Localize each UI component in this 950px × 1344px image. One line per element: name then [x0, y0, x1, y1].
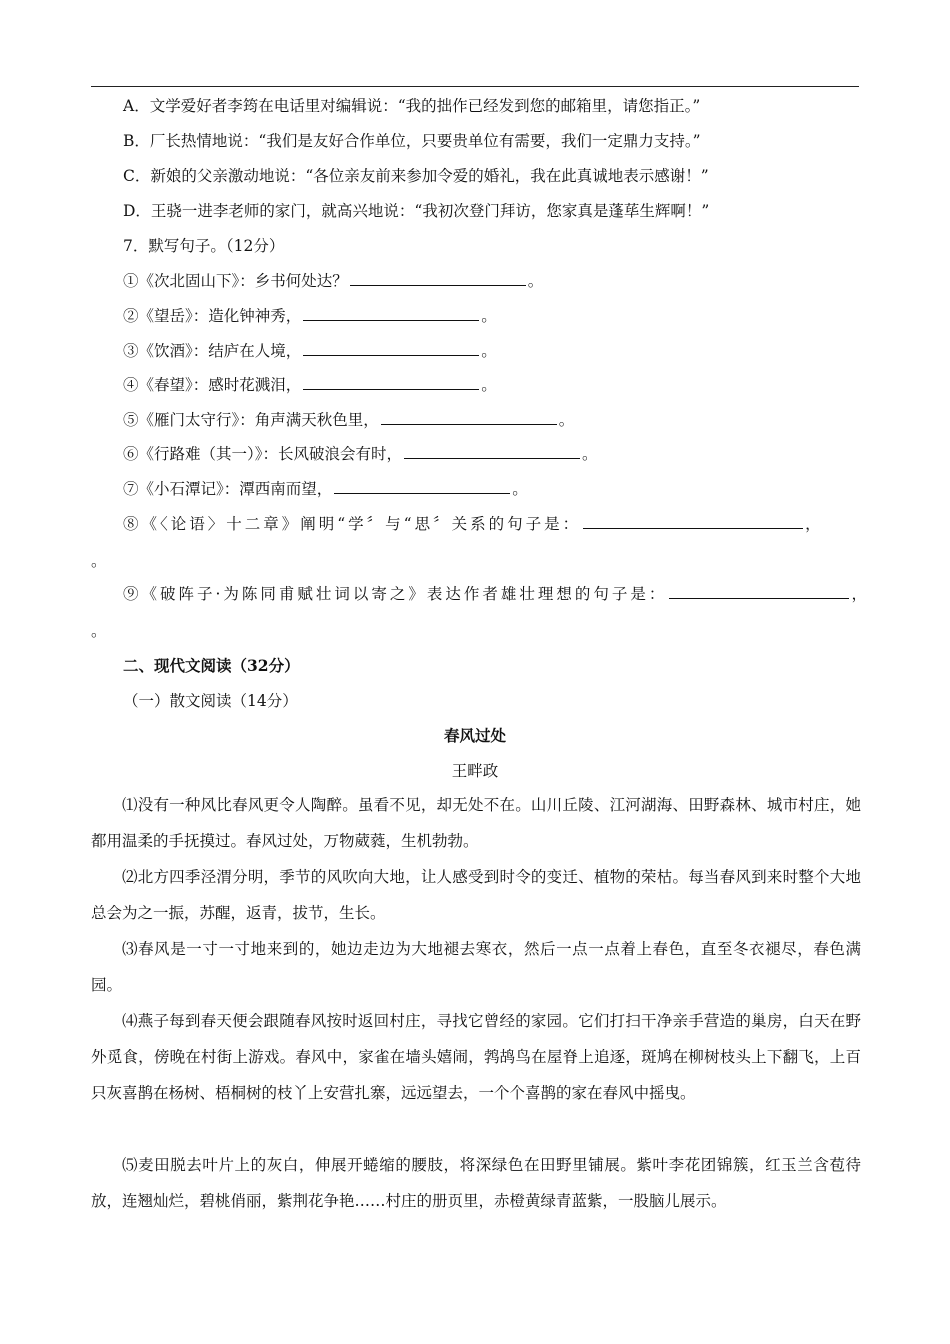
answer-blank[interactable] — [334, 478, 510, 494]
option-b: B．厂长热情地说：“我们是友好合作单位，只要贵单位有需要，我们一定鼎力支持。” — [123, 132, 701, 150]
answer-blank[interactable] — [303, 340, 479, 356]
dictation-item — [123, 374, 497, 396]
dictation-item — [123, 409, 574, 431]
dictation-prompt: ①《次北固山下》：乡书何处达？ — [123, 272, 348, 290]
answer-blank[interactable] — [303, 305, 479, 321]
header-rule — [91, 86, 859, 87]
dictation-prompt: ⑤《雁门太守行》：角声满天秋色里， — [123, 411, 379, 429]
option-a: A．文学爱好者李筠在电话里对编辑说：“我的拙作已经发到您的邮箱里，请您指正。” — [123, 97, 701, 115]
dictation-end: 。 — [558, 411, 575, 429]
dictation-item-9 — [123, 583, 870, 605]
dictation-end: 。 — [582, 445, 598, 463]
answer-blank[interactable] — [583, 513, 803, 529]
answer-blank[interactable] — [350, 270, 526, 286]
dictation-prompt: ⑥《行路难（其一）》：长风破浪会有时， — [123, 445, 403, 463]
answer-blank[interactable] — [381, 409, 557, 425]
dictation-mid: ， — [805, 515, 824, 533]
answer-blank[interactable] — [303, 374, 479, 390]
article-paragraph-3: ⑶春风是一寸一寸地来到的，她边走边为大地褪去寒衣，然后一点一点着上春色，直至冬衣褪尽，春色满园。 — [91, 940, 861, 994]
dictation-mid: ， — [851, 585, 870, 603]
dictation-prompt: ⑦《小石潭记》：潭西南而望， — [123, 480, 333, 498]
dictation-prompt: ③《饮酒》：结庐在人境， — [123, 342, 302, 360]
dictation-prompt: ②《望岳》：造化钟神秀， — [123, 307, 302, 325]
dictation-item-8 — [123, 513, 824, 535]
dictation-item — [123, 270, 543, 292]
article-paragraph-5: ⑸麦田脱去叶片上的灰白，伸展开蜷缩的腰肢，将深绿色在田野里铺展。紫叶李花团锦簇，红玉兰含苞待放，连翘灿烂，碧桃俏丽，紫荆花争艳……村庄的册页里，赤橙黄绿青蓝紫，一股脑儿展示。 — [91, 1156, 861, 1210]
dictation-9-end: 。 — [91, 622, 107, 640]
dictation-8-end: 。 — [91, 552, 107, 570]
article-paragraph-4: ⑷燕子每到春天便会跟随春风按时返回村庄，寻找它曾经的家园。它们打扫干净亲手营造的巢房，白天在野外觅食，傍晚在村街上游戏。春风中，家雀在墙头嬉闹，鹁鸪鸟在屋脊上追逐，斑鸠在柳树枝头上下翻飞，上百只灰喜鹊在杨树、梧桐树的枝丫上安营扎寨，远远望去，一个个喜鹊的家在春风中摇曳。 — [91, 1012, 861, 1102]
option-c: C．新娘的父亲激动地说：“各位亲友前来参加令爱的婚礼，我在此真诚地表示感谢！” — [123, 167, 709, 185]
answer-blank[interactable] — [669, 583, 849, 599]
question-7-title: 7．默写句子。（12分） — [123, 237, 285, 255]
article-paragraph-2: ⑵北方四季泾渭分明，季节的风吹向大地，让人感受到时令的变迁、植物的荣枯。每当春风到来时整个大地总会为之一振，苏醒，返青，拔节，生长。 — [91, 868, 861, 922]
dictation-item — [123, 478, 528, 500]
section-2-title: 二、现代文阅读（32分） — [123, 656, 300, 675]
subsection-1-title: （一）散文阅读（14分） — [123, 692, 298, 710]
dictation-item — [123, 443, 598, 465]
dictation-item — [123, 305, 497, 327]
dictation-end: 。 — [527, 272, 544, 290]
article-title: 春风过处 — [443, 726, 506, 745]
option-d: D．王骁一进李老师的家门，就高兴地说：“我初次登门拜访，您家真是蓬荜生辉啊！” — [123, 202, 710, 220]
dictation-item — [123, 340, 497, 362]
dictation-prompt: ⑧《〈论语〉十二章》阐明“学〞与“思〞关系的句子是： — [123, 515, 582, 533]
answer-blank[interactable] — [404, 443, 580, 459]
dictation-end: 。 — [481, 307, 497, 325]
article-author: 王畔政 — [451, 762, 499, 780]
dictation-prompt: ⑨《破阵子·为陈同甫赋壮词以寄之》表达作者雄壮理想的句子是： — [123, 585, 668, 603]
dictation-end: 。 — [512, 480, 528, 498]
dictation-end: 。 — [481, 342, 497, 360]
article-paragraph-1: ⑴没有一种风比春风更令人陶醉。虽看不见，却无处不在。山川丘陵、江河湖海、田野森林、城市村庄，她都用温柔的手抚摸过。春风过处，万物葳蕤，生机勃勃。 — [91, 796, 861, 850]
dictation-end: 。 — [481, 376, 497, 394]
dictation-prompt: ④《春望》：感时花溅泪， — [123, 376, 302, 394]
